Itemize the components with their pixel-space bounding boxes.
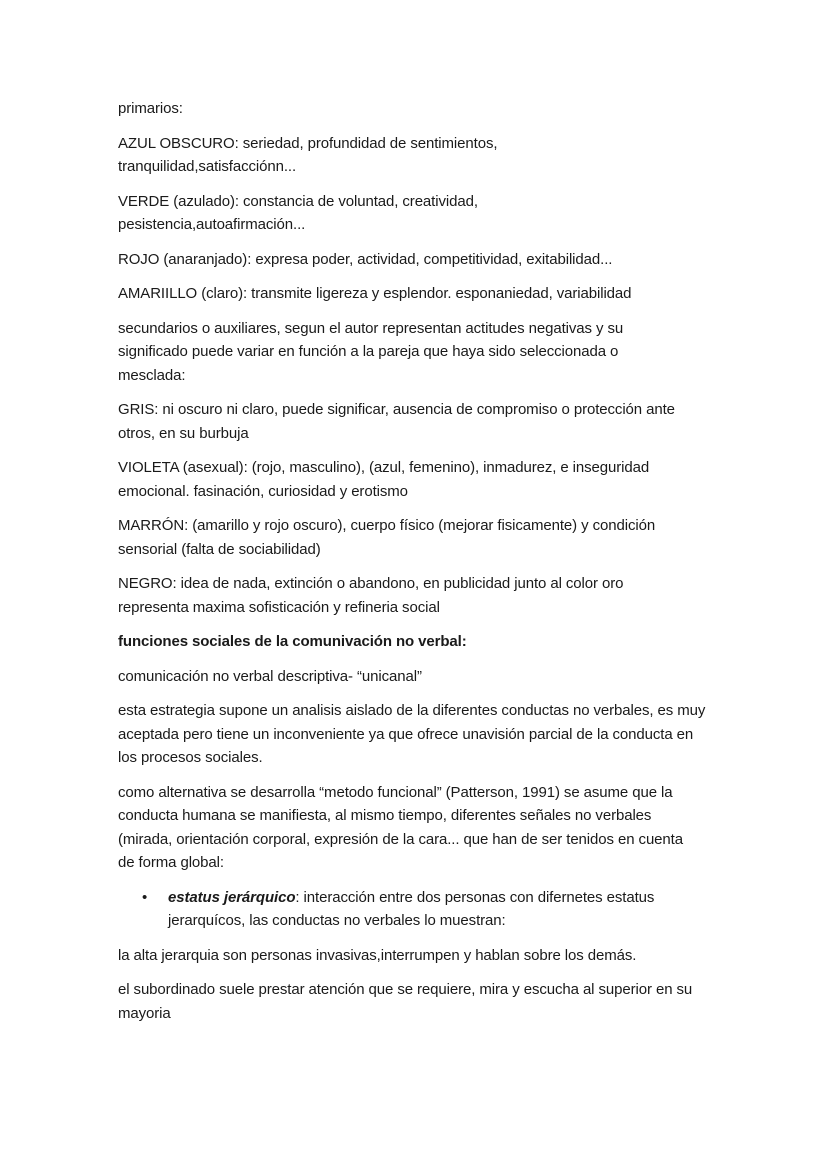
paragraph-unicanal: comunicación no verbal descriptiva- “unicanal” — [118, 667, 422, 685]
paragraph-gris: GRIS: ni oscuro ni claro, puede significar, ausencia de compromiso o protección ante otros, en su burbuja — [118, 401, 675, 442]
bullet-icon: • — [142, 888, 148, 906]
list-item — [118, 886, 713, 933]
paragraph-secundarios: secundarios o auxiliares, segun el autor representan actitudes negativas y su significado puede variar en función a la pareja que haya sido seleccionada o mesclada: — [118, 319, 624, 384]
bullet-term: estatus jerárquico — [168, 888, 296, 906]
document-page — [118, 97, 718, 1036]
paragraph-verde: VERDE (azulado): constancia de voluntad, creatividad, pesistencia,autoafirmación... — [118, 192, 478, 233]
bullet-list — [118, 886, 718, 933]
paragraph-alta-jerarquia: la alta jerarquia son personas invasivas,interrumpen y hablan sobre los demás. — [118, 946, 637, 964]
paragraph-azul-obscuro: AZUL OBSCURO: seriedad, profundidad de sentimientos, tranquilidad,satisfacciónn... — [118, 134, 498, 175]
section-heading: funciones sociales de la comunivación no verbal: — [118, 633, 467, 650]
paragraph-estrategia: esta estrategia supone un analisis aislado de la diferentes conductas no verbales, es muy aceptada pero tiene un inconveniente ya que ofrece unavisión parcial de la conducta en los procesos sociales. — [118, 702, 706, 766]
paragraph-subordinado: el subordinado suele prestar atención que se requiere, mira y escucha al superior en su mayoria — [118, 981, 693, 1022]
paragraph-metodo-funcional: como alternativa se desarrolla “metodo funcional” (Patterson, 1991) se asume que la conducta humana se manifiesta, al mismo tiempo, diferentes señales no verbales (mirada, orientación corporal, expresión de la cara... que han de ser tenidos en cuenta de forma global: — [118, 783, 683, 871]
paragraph-marron: MARRÓN: (amarillo y rojo oscuro), cuerpo físico (mejorar fisicamente) y condición sensorial (falta de sociabilidad) — [118, 517, 656, 558]
paragraph-primarios: primarios: — [118, 100, 183, 117]
paragraph-amarillo: AMARIILLO (claro): transmite ligereza y esplendor. esponaniedad, variabilidad — [118, 285, 632, 302]
bullet-text: : interacción entre dos personas con difernetes estatus jerarquícos, las conductas no verbales lo muestran: — [168, 888, 655, 929]
paragraph-rojo: ROJO (anaranjado): expresa poder, actividad, competitividad, exitabilidad... — [118, 250, 613, 268]
paragraph-negro: NEGRO: idea de nada, extinción o abandono, en publicidad junto al color oro representa maxima sofisticación y refineria social — [118, 575, 624, 616]
paragraph-violeta: VIOLETA (asexual): (rojo, masculino), (azul, femenino), inmadurez, e inseguridad emocional. fasinación, curiosidad y erotismo — [118, 459, 650, 500]
